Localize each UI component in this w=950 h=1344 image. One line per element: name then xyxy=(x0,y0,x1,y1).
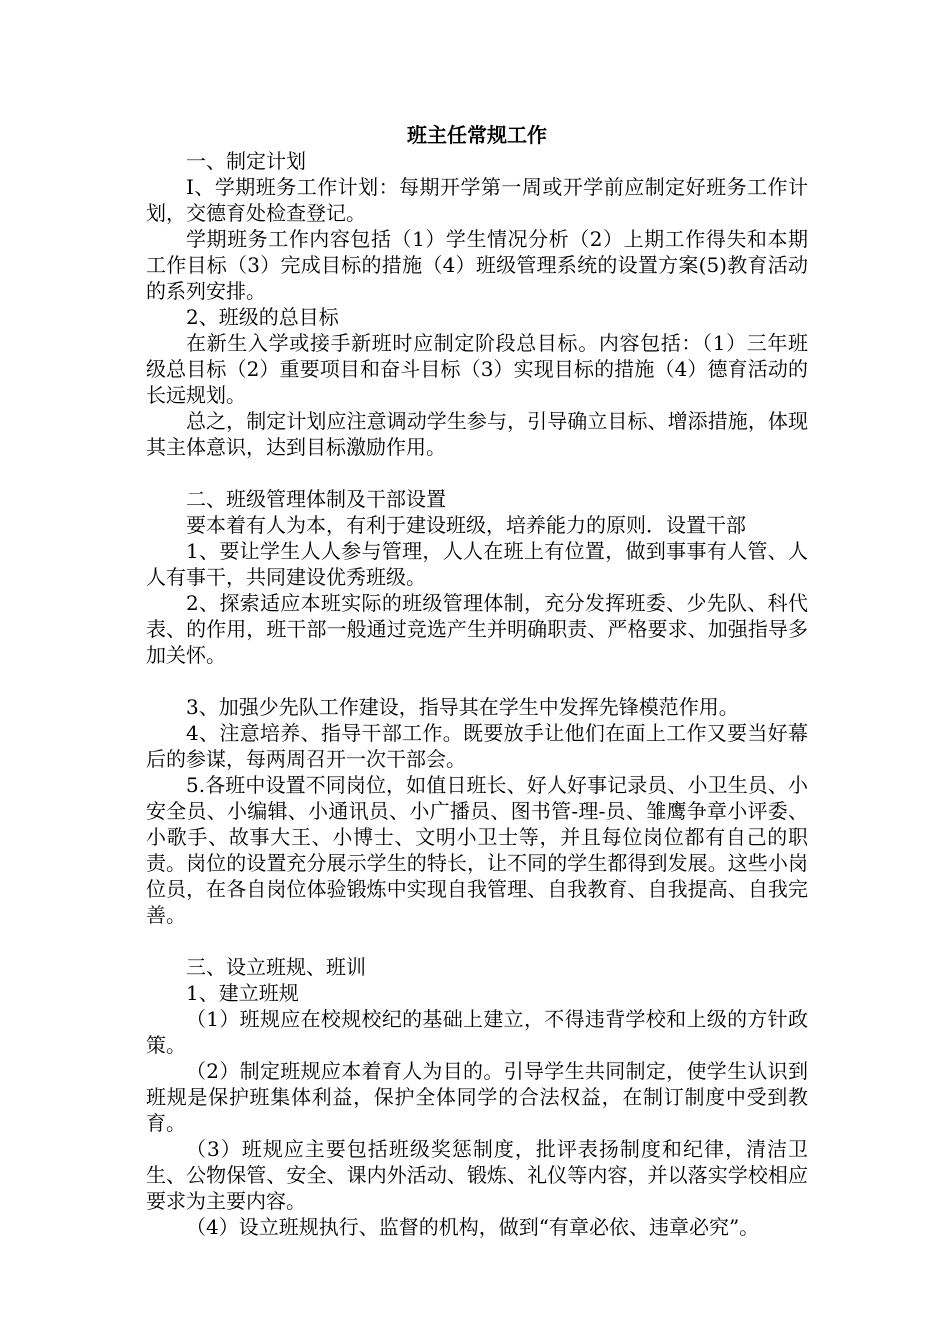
paragraph: 4、注意培养、指导干部工作。既要放手让他们在面上工作又要当好幕后的参谋，每两周召开一次干部会。 xyxy=(146,721,808,771)
paragraph: 在新生入学或接手新班时应制定阶段总目标。内容包括：（1）三年班级总目标（2）重要项目和奋斗目标（3）实现目标的措施（4）德育活动的长远规划。 xyxy=(146,331,808,407)
subheading: 2、班级的总目标 xyxy=(186,305,339,329)
paragraph: 学期班务工作内容包括（1）学生情况分析（2）上期工作得失和本期工作目标（3）完成目标的措施（4）班级管理系统的设置方案(5)教育活动的系列安排。 xyxy=(146,227,808,303)
blank-line xyxy=(146,928,808,954)
paragraph: 2、探索适应本班实际的班级管理体制，充分发挥班委、少先队、科代表、的作用，班干部一般通过竞选产生并明确职责、严格要求、加强指导多加关怀。 xyxy=(146,591,808,667)
paragraph: 总之，制定计划应注意调动学生参与，引导确立目标、增添措施，体现其主体意识，达到目标激励作用。 xyxy=(146,409,808,459)
paragraph: I、学期班务工作计划：每期开学第一周或开学前应制定好班务工作计划，交德育处检查登记。 xyxy=(146,175,808,225)
document-title: 班主任常规工作 xyxy=(407,123,547,147)
blank-line xyxy=(146,668,808,694)
paragraph: 要本着有人为本，有利于建设班级，培养能力的原则．设置干部 xyxy=(186,513,746,537)
paragraph: （1）班规应在校规校纪的基础上建立，不得违背学校和上级的方针政策。 xyxy=(146,1007,808,1057)
paragraph: 5.各班中设置不同岗位，如值日班长、好人好事记录员、小卫生员、小安全员、小编辑、小通讯员、小广播员、图书管-理-员、雏鹰争章小评委、小歌手、故事大王、小博士、文明小卫士等，并且每位岗位都有自己的职责。岗位的设置充分展示学生的特长，让不同的学生都得到发展。这些小岗位员，在各自岗位体验锻炼中实现自我管理、自我教育、自我提高、自我完善。 xyxy=(146,773,808,927)
paragraph: 3、加强少先队工作建设，指导其在学生中发挥先锋模范作用。 xyxy=(186,695,739,719)
subheading: 1、建立班规 xyxy=(186,981,299,1005)
heading-section-2: 二、班级管理体制及干部设置 xyxy=(186,487,446,511)
paragraph: （3）班规应主要包括班级奖惩制度，批评表扬制度和纪律，清洁卫生、公物保管、安全、课内外活动、锻炼、礼仪等内容，并以落实学校相应要求为主要内容。 xyxy=(146,1137,808,1213)
paragraph: 1、要让学生人人参与管理，人人在班上有位置，做到事事有人管、人人有事干，共同建设优秀班级。 xyxy=(146,539,808,589)
paragraph: （2）制定班规应本着育人为目的。引导学生共同制定，使学生认识到班规是保护班集体利益，保护全体同学的合法权益，在制订制度中受到教育。 xyxy=(146,1059,808,1135)
paragraph: （4）设立班规执行、监督的机构，做到“有章必依、违章必究”。 xyxy=(186,1215,760,1239)
heading-section-1: 一、制定计划 xyxy=(186,149,306,173)
heading-section-3: 三、设立班规、班训 xyxy=(186,955,366,979)
blank-line xyxy=(146,460,808,486)
